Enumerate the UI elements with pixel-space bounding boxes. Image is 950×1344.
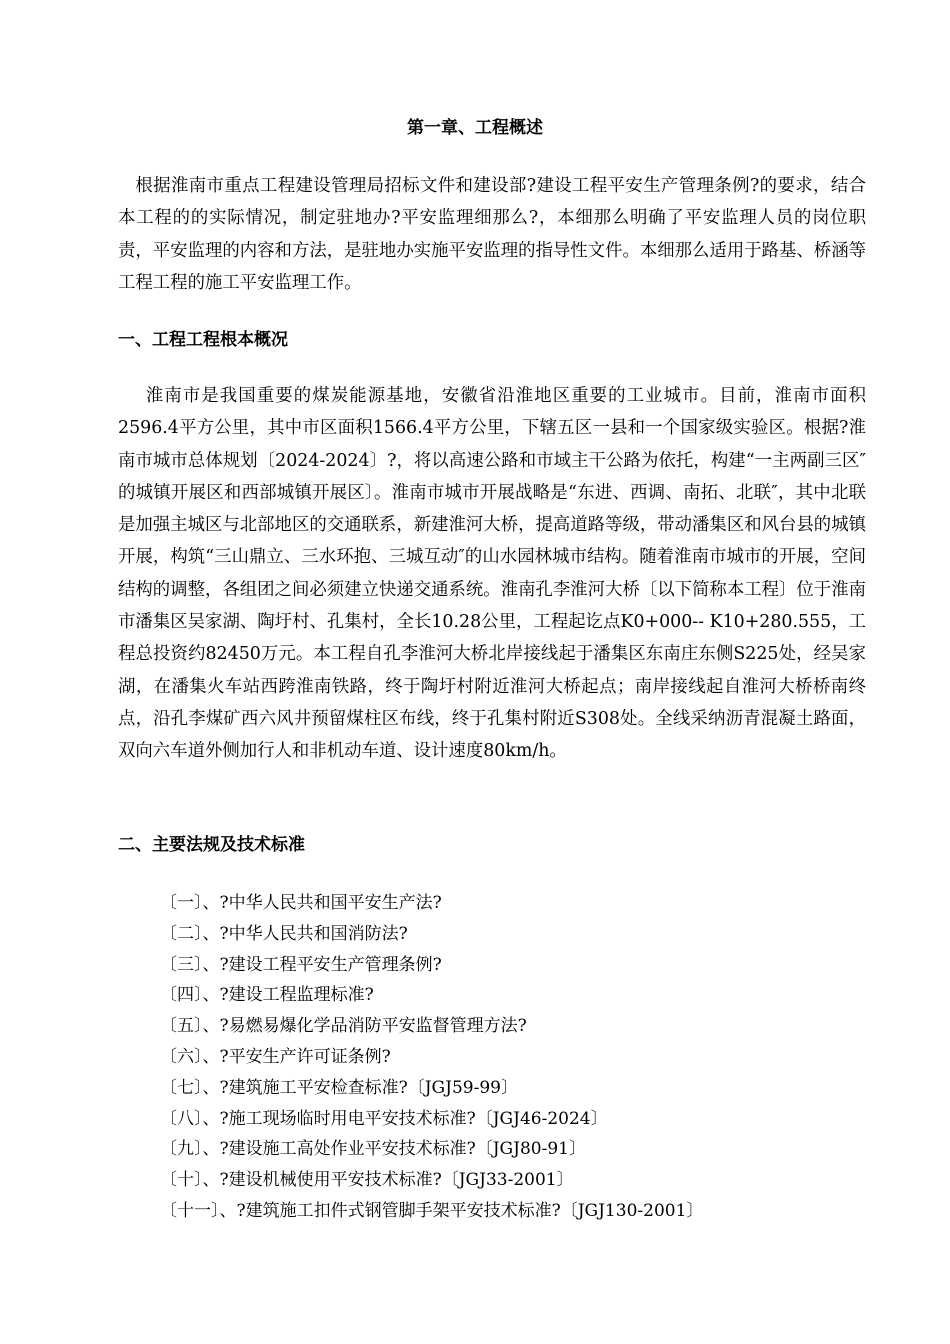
section-heading-overview: 一、工程工程根本概况 xyxy=(118,330,288,350)
list-item: 〔四〕、?建设工程监理标准? xyxy=(160,985,374,1006)
list-item: 〔九〕、?建设施工高处作业平安技术标准?〔JGJ80-91〕 xyxy=(160,1139,586,1160)
list-item: 〔五〕、?易燃易爆化学品消防平安监督管理方法? xyxy=(160,1016,527,1037)
list-item: 〔七〕、?建筑施工平安检查标准?〔JGJ59-99〕 xyxy=(160,1077,518,1098)
list-item: 〔十〕、?建设机械使用平安技术标准?〔JGJ33-2001〕 xyxy=(160,1170,574,1191)
list-item: 〔十一〕、?建筑施工扣件式钢管脚手架平安技术标准?〔JGJ130-2001〕 xyxy=(160,1200,704,1221)
section-heading-regulations: 二、主要法规及技术标准 xyxy=(118,835,305,855)
list-item: 〔六〕、?平安生产许可证条例? xyxy=(160,1046,391,1067)
list-item: 〔一〕、?中华人民共和国平安生产法? xyxy=(160,893,442,913)
regulations-list xyxy=(160,888,703,1227)
list-item: 〔二〕、?中华人民共和国消防法? xyxy=(160,923,408,944)
project-overview-paragraph: 淮南市是我国重要的煤炭能源基地，安徽省沿淮地区重要的工业城市。目前，淮南市面积2596.4平方公里，其中市区面积1566.4平方公里，下辖五区一县和一个国家级实验区。根据?淮南市城市总体规划〔2024-2024〕?，将以高速公路和市域主干公路为依托，构建“一主两副三区″的城镇开展区和西部城镇开展区〕。淮南市城市开展战略是“东进、西调、南拓、北联″，其中北联是加强主城区与北部地区的交通联系，新建淮河大桥，提高道路等级，带动潘集区和风台县的城镇开展，构筑“三山鼎立、三水环抱、三城互动″的山水园林城市结构。随着淮南市城市的开展，空间结构的调整，各组团之间必须建立快递交通系统。淮南孔李淮河大桥〔以下简称本工程〕位于淮南市潘集区吴家湖、陶圩村、孔集村，全长10.28公里，工程起讫点K0+000-- K10+280.555，工程总投资约82450万元。本工程自孔李淮河大桥北岸接线起于潘集区东南庄东侧S225处，经吴家湖，在潘集火车站西跨淮南铁路，终于陶圩村附近淮河大桥起点；南岸接线起自淮河大桥桥南终点，沿孔李煤矿西六风井预留煤柱区布线，终于孔集村附近S308处。全线采纳沥青混凝土路面，双向六车道外侧加行人和非机动车道、设计速度80km/h。 xyxy=(118,386,866,762)
chapter-title: 第一章、工程概述 xyxy=(407,118,543,138)
intro-paragraph: 根据淮南市重点工程建设管理局招标文件和建设部?建设工程平安生产管理条例?的要求，结合本工程的的实际情况，制定驻地办?平安监理细那么?，本细那么明确了平安监理人员的岗位职责，平安监理的内容和方法，是驻地办实施平安监理的指导性文件。本细那么适用于路基、桥涵等工程工程的施工平安监理工作。 xyxy=(118,176,866,293)
list-item: 〔八〕、?施工现场临时用电平安技术标准?〔JGJ46-2024〕 xyxy=(160,1108,608,1129)
list-item: 〔三〕、?建设工程平安生产管理条例? xyxy=(160,954,442,975)
